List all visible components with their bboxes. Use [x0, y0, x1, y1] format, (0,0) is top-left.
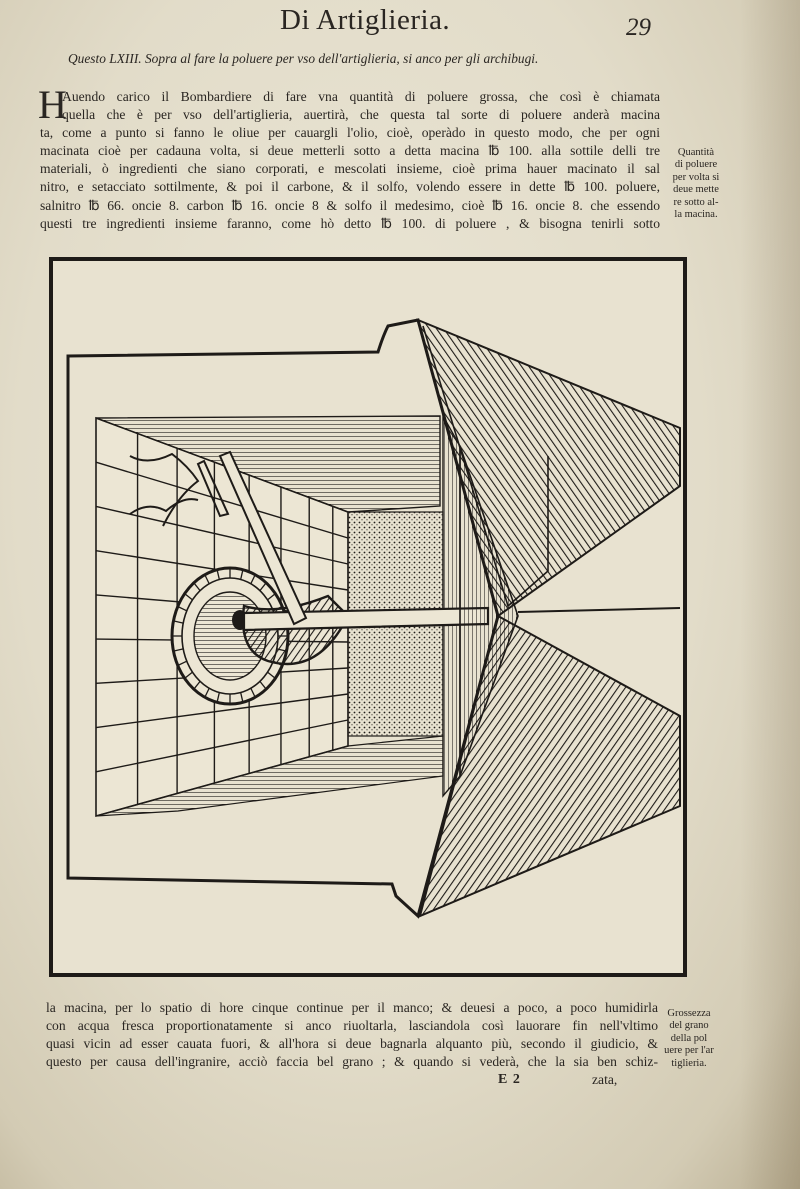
marginal-note-bottom — [655, 1008, 723, 1070]
catchword: zata, — [592, 1072, 618, 1087]
text-line: con acqua fresca proportionatamente si anco riuoltarla, lasciandola così lauorare fin nell'vltimo — [46, 1018, 658, 1034]
text-line: questo per causa dell'ingranire, acciò faccia bel grano ; & quando si vederà, che la sia ben schiz- — [46, 1054, 658, 1070]
text-line: quella che è per vso dell'artiglieria, auertirà, che questa tal sorte di poluere anderà macina — [62, 107, 660, 123]
text-line: ta, come a punto si fanno le oliue per cauargli l'olio, cioè, operàdo in questo modo, che per ogni — [40, 125, 660, 141]
text-line: salnitro ℔ 66. oncie 8. carbon ℔ 16. oncie 8 & solfo il medesimo, cioè ℔ 16. oncie 8. che essendo — [40, 197, 660, 213]
marginal-note-top — [660, 147, 732, 221]
text-line: questi tre ingredienti insieme faranno, come hò detto ℔ 100. di poluere , & bisogna tenirli sotto — [40, 215, 660, 231]
text-line: nitro, e setacciato sottilmente, & poi il carbone, & il solfo, volendo essere in dette ℔ 100. poluere, — [40, 179, 660, 195]
text-line: Auendo carico il Bombardiere di fare vna quantità di poluere grossa, che così è chiamata — [62, 89, 660, 104]
marginal-line: del grano — [669, 1020, 709, 1032]
woodcut-illustration — [48, 256, 688, 978]
top-paragraph — [38, 82, 660, 233]
marginal-line: di poluere — [674, 159, 718, 171]
marginal-line: Quantità — [677, 147, 715, 158]
marginal-line: la macina. — [674, 209, 718, 221]
drop-cap: H — [38, 82, 67, 127]
marginal-line: re sotto al- — [673, 196, 719, 208]
text-line: la macina, per lo spatio di hore cinque continue per il manco; & deuesi a poco, a poco humidirla — [46, 1000, 658, 1015]
marginal-line: deue mette — [673, 184, 719, 196]
bottom-paragraph — [46, 999, 658, 1071]
marginal-line: della pol — [670, 1032, 708, 1044]
signature-mark: E 2 — [498, 1072, 521, 1087]
gunpowder-mill-woodcut — [48, 256, 688, 978]
running-title: Di Artiglieria. — [280, 4, 451, 36]
text-line: materiali, ò ingredienti che siano corporati, e mescolati insieme, cioè prima hauer macinato il sal — [40, 161, 660, 177]
text-line: macinata cioè per cadauna volta, si deue metterli sotto a detta macina ℔ 100. alla sottile delli tre — [40, 143, 660, 159]
marginal-line: tiglieria. — [671, 1057, 707, 1069]
page-number: 29 — [626, 14, 651, 41]
marginal-line: uere per l'ar — [664, 1045, 714, 1057]
marginal-line: Grossezza — [667, 1008, 711, 1019]
door-jamb — [443, 416, 460, 796]
marginal-line: per volta si — [672, 171, 720, 183]
question-heading: Questo LXIII. Sopra al fare la poluere per vso dell'artiglieria, si anco per gli archibugi. — [68, 51, 539, 66]
text-line: quasi vicin ad esser cauata fuori, & all'hora si deue bagnarla alquanto più, secondo il giudicio, & — [46, 1036, 658, 1052]
